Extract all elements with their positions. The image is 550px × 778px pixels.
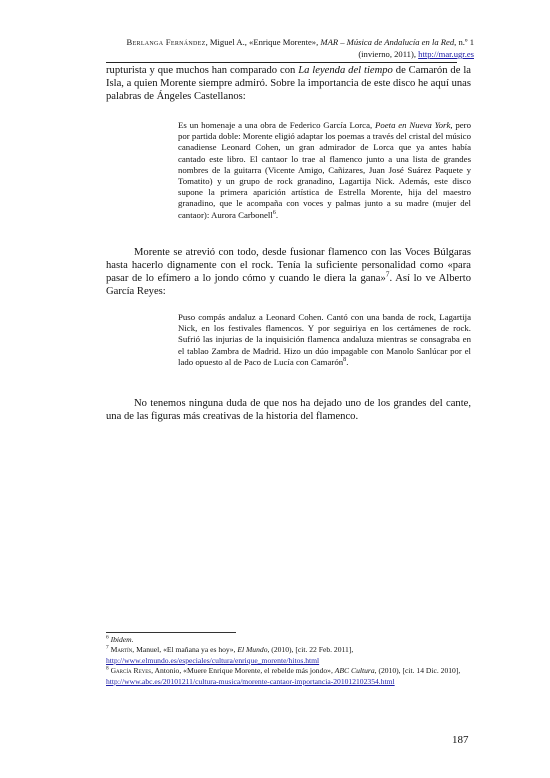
footnote-6 (106, 635, 471, 645)
footnote-publication: ABC Cultura (334, 666, 375, 676)
body-paragraph-3: No tenemos ninguna duda de que nos ha dejado uno de los grandes del cante, una de las figuras más creativas de la historia del flamenco. (106, 398, 471, 422)
quote-text: Puso compás andaluz a Leonard Cohen. Cantó con una banda de rock, Lagartija Nick, en los festivales flamencos. Y por seguiriya en los certámenes de rock. Sufrió las injurias de la inquisición flamenca andaluza mientras se consagraba en el tablao Zambra de Madrid. Hizo un dúo impagable con Manolo Sanlúcar por el lado opuesto al de Paco de Lucía con Camarón (178, 312, 471, 367)
album-title: La leyenda del tiempo (298, 65, 393, 76)
header-rule (106, 62, 457, 63)
footnote-8 (106, 666, 471, 687)
footnote-number: 8 (106, 665, 109, 672)
footnote-number: 6 (106, 634, 109, 641)
footnote-7 (106, 645, 471, 666)
body-paragraph-2 (106, 246, 471, 298)
footnote-number: 7 (106, 644, 109, 651)
footnotes (106, 635, 471, 687)
footnote-ref-6[interactable]: 6 (272, 209, 276, 216)
paragraph-text: de Camarón de la Isla, a quien Morente siempre admiró. Sobre la importancia de este disco he aquí unas palabras de Ángeles Castellanos: (106, 65, 471, 102)
paragraph-text: rupturista y que muchos han comparado con (106, 65, 299, 76)
quote-text: Es un homenaje a una obra de Federico García Lorca, (178, 120, 375, 130)
footnote-ref-8[interactable]: 8 (343, 356, 347, 363)
footnote-author: García Reyes (110, 666, 152, 676)
body-paragraph-1 (106, 64, 471, 103)
header-journal: MAR – Música de Andalucía en la Red (320, 37, 455, 47)
footnote-text: , Antonio, «Muere Enrique Morente, el rebelde más jondo», (151, 666, 335, 676)
footnote-text: Ibidem. (110, 635, 134, 644)
block-quote-1 (178, 120, 471, 221)
header-journal-link[interactable]: http://mar.ugr.es (418, 49, 474, 59)
header-issue-date: (invierno, 2011), (358, 49, 419, 59)
paragraph-text: . Así lo ve Alberto García Reyes: (106, 273, 472, 297)
block-quote-2 (178, 312, 471, 368)
footnote-text: , (2010), [cit. 14 Dic. 2010], (374, 666, 461, 676)
page-number: 187 (452, 734, 469, 746)
footnote-publication: El Mundo (237, 645, 268, 655)
footnote-7-link[interactable]: http://www.elmundo.es/especiales/cultura/enrique_morente/hitos.html (106, 655, 320, 665)
running-header (94, 36, 474, 60)
header-author-surname: Berlanga Fernández (126, 37, 206, 47)
footnote-ref-7[interactable]: 7 (385, 269, 390, 279)
quote-text: . (275, 209, 279, 220)
quote-text: . (346, 356, 349, 367)
header-author-rest: , Miguel A., «Enrique Morente», (205, 37, 321, 47)
footnote-author: Martín (110, 645, 133, 655)
paragraph-text: Morente se atrevió con todo, desde fusionar flamenco con las Voces Búlgaras hasta hacerlo dignamente con el rock. Tenía la suficiente personalidad como «para pasar de lo efímero a lo jondo cómo y cuando le diera la gana» (106, 247, 471, 284)
quote-text: , pero por partida doble: Morente eligió adaptar los poemas a través del cristal del músico canadiense Leonard Cohen, un gran admirador de Lorca que ya antes había cantado este libro. El cantaor lo trae al flamenco junto a una lista de grandes nombres de la guitarra (Vicente Amigo, Cañizares, Juan José Suárez Paquete y Tomatito) y un grupo de rock granadino, Lagartija Nick. Además, este disco supone la primera aparición artística de Estrella Morente, hija del maestro granadino, que le acompaña con voces y palmas junto a su madre (mujer del cantaor): Aurora Carbonell (178, 120, 471, 220)
footnote-text: , (2010), [cit. 22 Feb. 2011], (267, 645, 354, 655)
footnote-text: , Manuel, «El mañana ya es hoy», (132, 645, 238, 655)
header-issue: , n.º 1 (454, 37, 474, 47)
footnote-8-link[interactable]: http://www.abc.es/20101211/cultura-musica/morente-cantaor-importancia-201012102354.html (106, 676, 395, 686)
work-title: Poeta en Nueva York (374, 120, 451, 130)
footnote-rule (106, 632, 236, 633)
